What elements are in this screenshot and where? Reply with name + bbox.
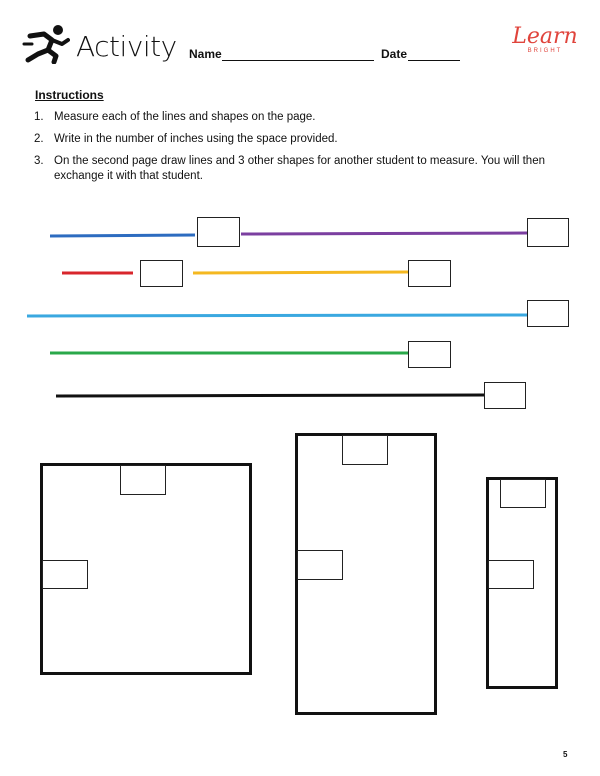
blue-line — [50, 235, 195, 236]
instruction-text: Write in the number of inches using the space provided. — [54, 133, 338, 145]
answer-box-green-line[interactable] — [408, 341, 451, 368]
name-label: Name — [189, 47, 222, 61]
page-title: Activity — [76, 30, 177, 63]
instruction-number: 2. — [34, 133, 44, 145]
answer-box-yellow-line[interactable] — [408, 260, 451, 287]
instruction-number: 3. — [34, 155, 44, 167]
answer-box-purple-line[interactable] — [527, 218, 569, 247]
logo-sub: BRIGHT — [527, 48, 563, 54]
answer-box-red-line[interactable] — [140, 260, 183, 287]
answer-box-light-blue-line[interactable] — [527, 300, 569, 327]
answer-box-square-side[interactable] — [42, 560, 88, 589]
logo-main: Learn — [512, 24, 578, 49]
instructions-heading: Instructions — [35, 88, 104, 102]
answer-box-square-top[interactable] — [120, 465, 166, 495]
date-label: Date — [381, 47, 408, 61]
black-line — [56, 395, 485, 396]
page-number: 5 — [563, 750, 568, 759]
answer-box-narrow-top[interactable] — [500, 479, 546, 508]
purple-line — [241, 233, 527, 234]
yellow-line — [193, 272, 408, 273]
instruction-text: On the second page draw lines and 3 other shapes for another student to measure. You will then exchange it with that student. — [54, 155, 545, 182]
light-blue-line — [27, 315, 527, 316]
answer-box-narrow-side[interactable] — [488, 560, 534, 589]
answer-box-rectangle-side[interactable] — [297, 550, 343, 580]
answer-box-blue-line[interactable] — [197, 217, 240, 247]
instruction-number: 1. — [34, 111, 44, 123]
answer-box-rectangle-top[interactable] — [342, 435, 388, 465]
instruction-text: Measure each of the lines and shapes on the page. — [54, 111, 316, 123]
answer-box-black-line[interactable] — [484, 382, 526, 409]
